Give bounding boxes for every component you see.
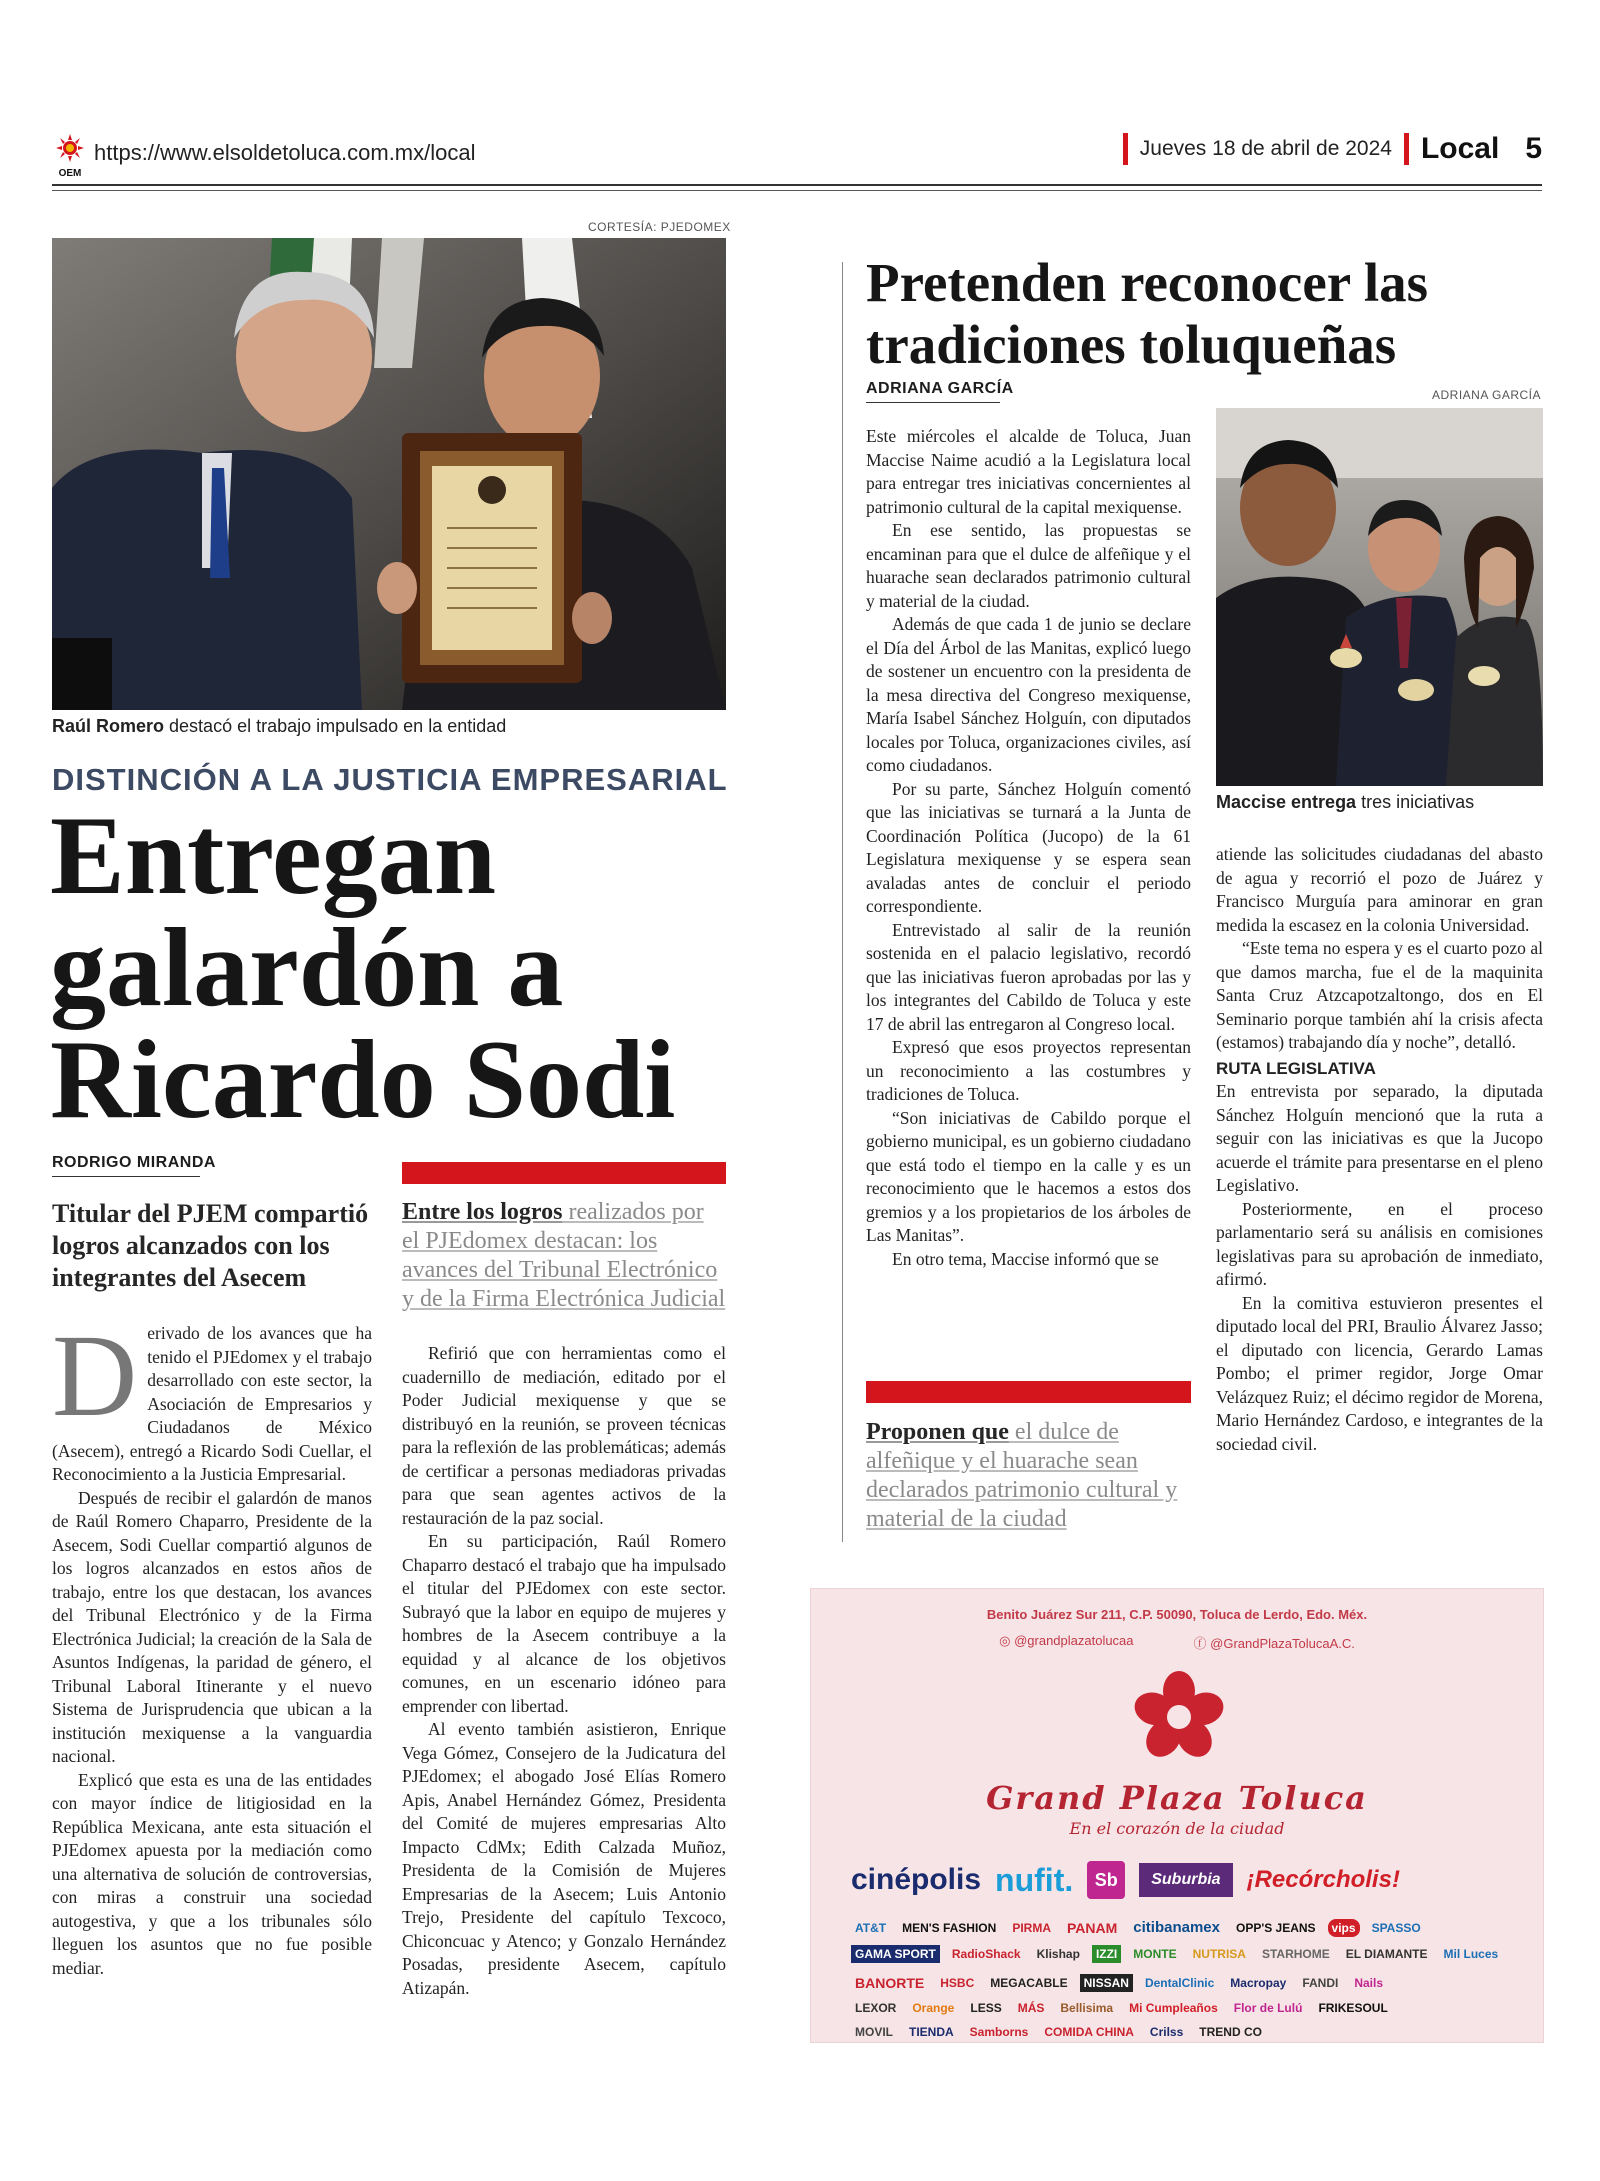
- article-paragraph: Después de recibir el galardón de manos de Raúl Romero Chaparro, Presidente de la Asecem, Sodi Cuellar compartió algunos de los logros alcanzados en estos años de trabajo, entre los que destacan, los avances del Tribunal Electrónico y de la Firma Electrónica Judicial; la creación de la Sala de Asuntos Indígenas, la paridad de género, el Tribunal Laboral Itinerante y el nuevo Sistema de Jurisprudencia que ubican a la institución mexiquense a la vanguardia nacional.: [52, 1487, 372, 1766]
- anchor-stores: [851, 1861, 1511, 1899]
- ad-social: [811, 1633, 1543, 1652]
- headline-line: Entregan: [50, 794, 496, 918]
- photo-caption: [52, 716, 506, 737]
- store-logo: cinépolis: [851, 1863, 982, 1896]
- store-logo: GAMA SPORT: [851, 1945, 940, 1963]
- section-name: Local: [1420, 132, 1500, 165]
- store-logo-row: [851, 1917, 1511, 1938]
- pull-quote-lead: Proponen que: [866, 1419, 1009, 1445]
- page-number: 5: [1525, 132, 1542, 165]
- store-logo: MÁS: [1017, 2001, 1045, 2015]
- store-logo: MONTE: [1133, 1947, 1177, 1961]
- store-logo-row: [851, 1973, 1511, 1993]
- pull-quote-lead: Entre los logros: [402, 1199, 563, 1225]
- story-kicker: DISTINCIÓN A LA JUSTICIA EMPRESARIAL: [52, 762, 728, 797]
- caption-name: Raúl Romero: [52, 716, 165, 736]
- article-paragraph: En la comitiva estuvieron presentes el diputado local del PRI, Braulio Álvarez Jasso; el diputado con licencia, Gerardo Lamas Pombo; el primer regidor, Jorge Omar Velázquez Ruiz; el décimo regidor de Morena, Mario Hernández Cardoso, e integrantes de la sociedad civil.: [1216, 1292, 1543, 1454]
- pull-quote-text: el dulce de alfeñique y el huarache sean declarados patrimonio cultural y material de la ciudad: [866, 1419, 1178, 1532]
- store-logo: Sb: [1087, 1861, 1125, 1899]
- red-divider: [1123, 133, 1128, 165]
- store-logo-row: [851, 1945, 1511, 1963]
- store-logo: Nails: [1354, 1976, 1384, 1990]
- ad-brand-name: Grand Plaza Toluca: [986, 1779, 1368, 1817]
- store-logo: EL DIAMANTE: [1345, 1947, 1428, 1961]
- story-headline: Pretenden reconocer las tradiciones toluqueñas: [866, 252, 1429, 375]
- article-paragraph: Derivado de los avances que ha tenido el PJEdomex y el trabajo desarrollado con este sector, la Asociación de Empresarios y Ciudadanos de México (Asecem), entregó a Ricardo Sodi Cuellar, el Reconocimiento a la Justicia Empresarial.: [52, 1310, 372, 1484]
- store-logo: Orange: [912, 2001, 955, 2015]
- store-logo: AT&T: [855, 1920, 887, 1935]
- red-accent-bar: [402, 1162, 726, 1184]
- article-column: [1216, 843, 1543, 1456]
- article-paragraph: En entrevista por separado, la diputada Sánchez Holguín mencionó que la ruta a seguir con las iniciativas es que la Jucopo acuerde el trámite para presentarse en el pleno Legislativo.: [1216, 1081, 1543, 1195]
- article-paragraph: “Son iniciativas de Cabildo porque el gobierno municipal, es un gobierno ciudadano que está todo el tiempo en la calle y es un reconocimiento que le hacemos a estos dos gremios y a los propietarios de los árboles de Las Manitas”.: [866, 1107, 1191, 1245]
- store-logo: citibanamex: [1133, 1919, 1220, 1936]
- article-paragraph: Entrevistado al salir de la reunión sostenida en el palacio legislativo, recordó que las iniciativas fueron aprobadas por las y los integrantes del Cabildo de Toluca y este 17 de abril las entregaron al Congreso local.: [866, 919, 1191, 1034]
- article-paragraph: Por su parte, Sánchez Holguín comentó que las iniciativas se turnará a la Junta de Coordinación Política (Jucopo) de la 61 Legislatura mexiquense y se espera sean avaladas antes de concluir el periodo correspondiente.: [866, 778, 1191, 916]
- store-logo: MEGACABLE: [990, 1976, 1068, 1990]
- store-logo: Macropay: [1230, 1976, 1287, 1990]
- store-logo: FRIKESOUL: [1318, 2001, 1388, 2015]
- store-logo: RadioShack: [951, 1947, 1021, 1961]
- ad-address: Benito Juárez Sur 211, C.P. 50090, Toluca de Lerdo, Edo. Méx.: [986, 1607, 1368, 1622]
- story-headline: [50, 794, 740, 1142]
- store-logo: MEN'S FASHION: [902, 1920, 997, 1935]
- article-paragraph: atiende las solicitudes ciudadanas del abasto de agua y recorrió el pozo de Juárez y Francisco Murguía para aminorar en gran medida la escasez en la colonia Universidad.: [1216, 844, 1543, 935]
- caption-text: tres iniciativas: [1356, 792, 1475, 812]
- facebook-icon: ⓕ: [1193, 1636, 1211, 1651]
- store-logo-row: [851, 2023, 1511, 2041]
- award-photo: [52, 238, 726, 710]
- store-logo: TREND CO: [1199, 2025, 1262, 2039]
- drop-cap: D: [52, 1310, 138, 1441]
- oem-logo-text: OEM: [58, 168, 82, 178]
- store-logo: DentalClinic: [1144, 1976, 1215, 1990]
- store-logo: STARHOME: [1261, 1947, 1330, 1961]
- header-rule: [52, 184, 1542, 186]
- legislature-photo: [1216, 408, 1543, 786]
- headline-line: galardón a: [50, 906, 564, 1030]
- store-logo: Mil Luces: [1443, 1947, 1499, 1961]
- article-column: [402, 1342, 726, 2000]
- store-logo: TIENDA: [909, 2025, 954, 2039]
- caption-name: Maccise entrega: [1216, 792, 1357, 812]
- red-divider: [1404, 133, 1409, 165]
- byline: ADRIANA GARCÍA: [866, 380, 1014, 397]
- store-logo: HSBC: [940, 1976, 975, 1990]
- store-logo: vips: [1328, 1919, 1360, 1937]
- store-logo: NUTRISA: [1192, 1947, 1246, 1961]
- story-summary: Titular del PJEM compartió logros alcanzados con los integrantes del Asecem: [52, 1199, 369, 1292]
- photo-credit: ADRIANA GARCÍA: [1432, 388, 1542, 402]
- article-paragraph: “Este tema no espera y es el cuarto pozo al que damos marcha, fue el de la maquinita Santa Cruz Atzcapotzaltongo, dos en El Seminario porque también ahí la crisis afecta (estamos) trabajando día y noche”, detalló.: [1216, 938, 1543, 1052]
- store-logo: FANDI: [1302, 1976, 1339, 1990]
- instagram-handle[interactable]: ◎ @grandplazatolucaa: [999, 1633, 1134, 1648]
- store-logo: BANORTE: [855, 1975, 925, 1991]
- article-paragraph: Al evento también asistieron, Enrique Vega Gómez, Consejero de la Judicatura del PJEdomex; el abogado José Elías Romero Apis, Anabel Hernández Gómez, Presidenta del Comité de mujeres empresarias Alto Impacto CdMx; Edith Calzada Muñoz, Presidenta de la Comisión de Mujeres Empresarias de la Asecem; Luis Antonio Trejo, Presidente del capítulo Texcoco, Chiconcuac y Atenco; y Gonzalo Hernández Posadas, presidente Asecem, capítulo Atizapán.: [402, 1719, 726, 1998]
- oem-logo: [52, 134, 88, 178]
- page-url[interactable]: https://www.elsoldetoluca.com.mx/local: [94, 140, 476, 165]
- article-paragraph: Refirió que con herramientas como el cuadernillo de mediación, editado por el Poder Judicial mexiquense y que se distribuyó en la reunión, se proveen técnicas para la reflexión de las problemáticas; además de certificar a personas mediadoras privadas para que sean agentes activos de la restauración de la paz social.: [402, 1343, 726, 1528]
- article-paragraph: Además de que cada 1 de junio se declare el Día del Árbol de las Manitas, explicó luego de sostener un encuentro con la presidenta de la mesa directiva del Congreso mexiquense, María Isabel Sánchez Holguín, con diputados locales por Toluca, organizaciones civiles, así como ciudadanos.: [866, 614, 1191, 775]
- headline-line: Ricardo Sodi: [50, 1018, 676, 1142]
- article-column: [866, 425, 1191, 1271]
- pull-quote-text: realizados por el PJEdomex destacan: los avances del Tribunal Electrónico y de la Firma Electrónica Judicial: [402, 1199, 726, 1312]
- store-logo: Bellisima: [1060, 2001, 1114, 2015]
- byline-rule: [866, 402, 1000, 403]
- pull-quote: [866, 1418, 1196, 1534]
- store-logo: PANAM: [1066, 1919, 1118, 1936]
- store-logo: Samborns: [969, 2025, 1029, 2039]
- byline: RODRIGO MIRANDA: [52, 1154, 216, 1171]
- byline-rule: [52, 1176, 200, 1177]
- store-logo: nufit.: [995, 1861, 1074, 1898]
- article-paragraph: Explicó que esta es una de las entidades con mayor índice de litigiosidad en la República Mexicana, ante esta situación el PJEdomex apuesta por la mediación como una alternativa de solución de controversias, con miras a construir una sociedad autogestiva, y que a los tribunales sólo lleguen los asuntos que no fue posible mediar.: [52, 1769, 372, 1978]
- article-column: [52, 1310, 372, 1980]
- photo-credit: CORTESÍA: PJEDOMEX: [588, 220, 731, 234]
- header-meta: [1123, 132, 1542, 166]
- article-paragraph: Expresó que esos proyectos representan un reconocimiento a las costumbres y tradiciones de Toluca.: [866, 1037, 1191, 1104]
- store-logo: LEXOR: [855, 2001, 897, 2015]
- store-logo: NISSAN: [1080, 1974, 1133, 1992]
- store-logo: Crilss: [1149, 2025, 1184, 2039]
- store-logo: LESS: [970, 2001, 1002, 2015]
- store-logo: COMIDA CHINA: [1044, 2025, 1134, 2039]
- store-logo: ¡Recórcholis!: [1246, 1866, 1400, 1893]
- photo-caption: [1216, 792, 1474, 813]
- store-logo: Klishap: [1036, 1947, 1080, 1961]
- facebook-handle[interactable]: ⓕ @GrandPlazaTolucaA.C.: [1193, 1636, 1355, 1651]
- store-logo: Suburbia: [1139, 1863, 1232, 1897]
- article-paragraph: En su participación, Raúl Romero Chaparro destacó el trabajo que ha impulsado el titular del PJEdomex con este sector. Subrayó que la labor en equipo de mujeres y hombres de la Asecem contribuye a la equidad y al alcance de los objetivos comunes, en un escenario idóneo para emprender con libertad.: [402, 1531, 726, 1716]
- article-paragraph: En ese sentido, las propuestas se encaminan para que el dulce de alfeñique y el huarache sean declarados patrimonio cultural y material de la ciudad.: [866, 520, 1191, 611]
- instagram-icon: ◎: [999, 1633, 1015, 1648]
- grand-plaza-ad[interactable]: [810, 1588, 1544, 2043]
- article-paragraph: Posteriormente, en el proceso parlamentario será su análisis en comisiones legislativas para su aprobación de inmediato, afirmó.: [1216, 1198, 1543, 1289]
- store-logo: MOVIL: [855, 2025, 893, 2039]
- store-logo: IZZI: [1092, 1945, 1121, 1963]
- header-rule: [52, 190, 1542, 191]
- caption-text: destacó el trabajo impulsado en la entidad: [164, 716, 507, 736]
- red-accent-bar: [866, 1381, 1191, 1403]
- article-paragraph: En otro tema, Maccise informó que se: [892, 1248, 1159, 1269]
- issue-date: Jueves 18 de abril de 2024: [1139, 137, 1392, 160]
- pull-quote: [402, 1198, 726, 1314]
- store-logo: OPP'S JEANS: [1236, 1920, 1316, 1935]
- ad-tagline: En el corazón de la ciudad: [1069, 1819, 1285, 1838]
- store-logo: Flor de Lulú: [1233, 2001, 1303, 2015]
- store-logo: PIRMA: [1012, 1920, 1051, 1935]
- store-logo: Mi Cumpleaños: [1129, 2001, 1218, 2015]
- article-subhead: RUTA LEGISLATIVA: [1216, 1058, 1376, 1078]
- store-logo-row: [851, 1999, 1511, 2017]
- store-logo: SPASSO: [1371, 1920, 1421, 1935]
- flower-logo-icon: [1131, 1669, 1227, 1765]
- column-divider: [842, 262, 843, 1542]
- article-paragraph: Este miércoles el alcalde de Toluca, Juan Maccise Naime acudió a la Legislatura local para entregar tres iniciativas concernientes al patrimonio cultural de la capital mexiquense.: [866, 426, 1191, 517]
